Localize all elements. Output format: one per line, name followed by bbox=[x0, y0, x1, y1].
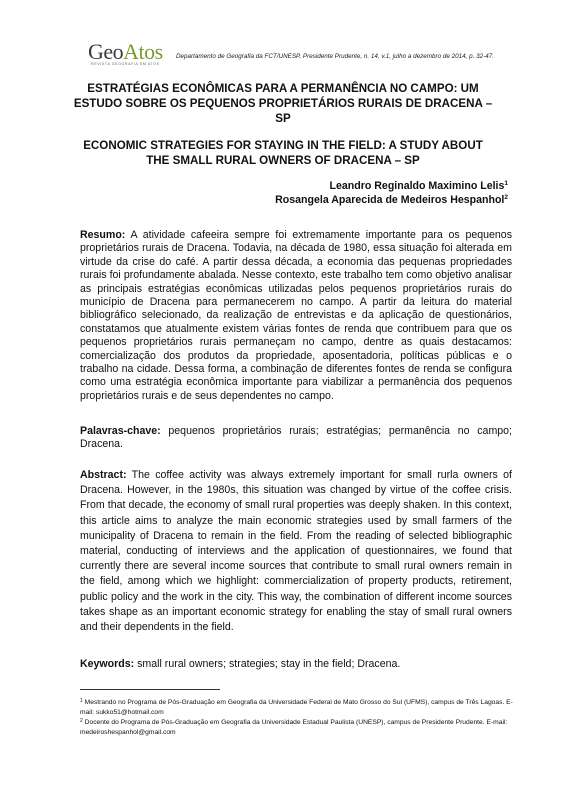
title-portuguese: ESTRATÉGIAS ECONÔMICAS PARA A PERMANÊNCIA NO CAMPO: UM ESTUDO SOBRE OS PEQUENOS PROPRIETÁRIOS RURAIS DE DRACENA – SP bbox=[73, 82, 493, 125]
logo-text-start: Geo bbox=[88, 39, 124, 64]
author-name: Rosangela Aparecida de Medeiros Hespanhol bbox=[275, 193, 505, 206]
footnote-mark: 2 bbox=[80, 718, 83, 724]
footnote-text: Mestrando no Programa de Pós-Graduação em Geografia da Universidade Federal de Mato Grosso do Sul (UFMS), campus de Três Lagoas. E-mail: sukko51@hotmail.com bbox=[80, 699, 513, 716]
author-name: Leandro Reginaldo Maximino Lelis bbox=[329, 180, 505, 192]
palavras-chave-text: pequenos proprietários rurais; estratégias; permanência no campo; Dracena. bbox=[80, 425, 512, 451]
resumo-text: A atividade cafeeira sempre foi extremamente importante para os pequenos proprietários rurais de Dracena. Todavia, na década de 1980, essa situação foi alterada em virtude da crise do café. A partir dessa década, a economia das pequenas propriedades rurais foi profundamente abalada. Nesse contexto, este trabalho tem como objetivo analisar as principais estratégias econômicas utilizadas pelos pequenos proprietários rurais do município de Dracena para permanecerem no campo. A partir da leitura do material bibliográfico selecionado, da realização de entrevistas e da aplicação de questionários, constatamos que atualmente existem várias fontes de renda que contribuem para que os pequenos proprietários rurais permaneçam no campo, dentre as quais destacamos: comercialização dos produtos da propriedade, aposentadoria, políticas públicas e o trabalho na cidade. Dessa forma, a combinação de diferentes fontes de renda se configura como uma estratégia econômica importante para viabilizar a permanência dos pequenos proprietários rurais e de seus dependentes no campo. bbox=[80, 229, 512, 402]
title-english: ECONOMIC STRATEGIES FOR STAYING IN THE FIELD: A STUDY ABOUT THE SMALL RURAL OWNERS OF DRACENA – SP bbox=[83, 139, 483, 167]
abstract-section bbox=[80, 468, 512, 635]
resumo-section bbox=[80, 229, 512, 403]
footnote-mark: 1 bbox=[80, 698, 83, 704]
palavras-chave-label: Palavras-chave: bbox=[80, 425, 161, 437]
logo-text-accent: Atos bbox=[123, 39, 163, 64]
journal-logo bbox=[88, 40, 168, 70]
author-1 bbox=[275, 180, 508, 194]
keywords-section bbox=[80, 658, 512, 671]
logo-wordmark bbox=[88, 40, 163, 64]
footnote-divider bbox=[80, 689, 220, 690]
journal-reference: Departamento de Geografia da FCT/UNESP, Presidente Prudente, n. 14, v.1, julho a dezembro de 2014, p. 32-47. bbox=[176, 53, 494, 60]
footnote-marker: 2 bbox=[504, 193, 508, 201]
footnote-1 bbox=[80, 698, 520, 717]
footnote-2 bbox=[80, 718, 520, 737]
author-list bbox=[275, 180, 508, 207]
keywords-text: small rural owners; strategies; stay in the field; Dracena. bbox=[137, 658, 401, 670]
abstract-label: Abstract: bbox=[80, 469, 127, 481]
logo-subtitle: REVISTA GEOGRAFIA EM ATOS bbox=[91, 62, 160, 66]
abstract-text: The coffee activity was always extremely important for small rurla owners of Dracena. However, in the 1980s, this situation was changed by virtue of the coffee crisis. From that decade, the economy of small rural properties was deeply shaken. In this context, this article aims to analyze the main economic strategies used by small farmers of the municipality of Dracena to remain in the field. From the reading of selected bibliographic material, conducting of interviews and the application of questionnaires, we found that currently there are several income sources that contribute to small rural owners remain in the field, among which we highlight: commercialization of property products, retirement, public policy and the work in the city. This way, the combination of different income sources takes shape as an important economic strategy for enabling the stay of small rural owners and their dependents in the field. bbox=[80, 469, 513, 634]
page-header bbox=[88, 40, 550, 70]
palavras-chave-section bbox=[80, 425, 512, 452]
keywords-label: Keywords: bbox=[80, 658, 135, 670]
footnote-marker: 1 bbox=[504, 180, 508, 187]
author-2 bbox=[275, 194, 508, 208]
footnote-text: Docente do Programa de Pós-Graduação em Geografia da Universidade Estadual Paulista (UNESP), campus de Presidente Prudente. E-mail: medeiroshespanhol@gmail.com bbox=[80, 719, 508, 736]
resumo-label: Resumo: bbox=[80, 229, 126, 241]
